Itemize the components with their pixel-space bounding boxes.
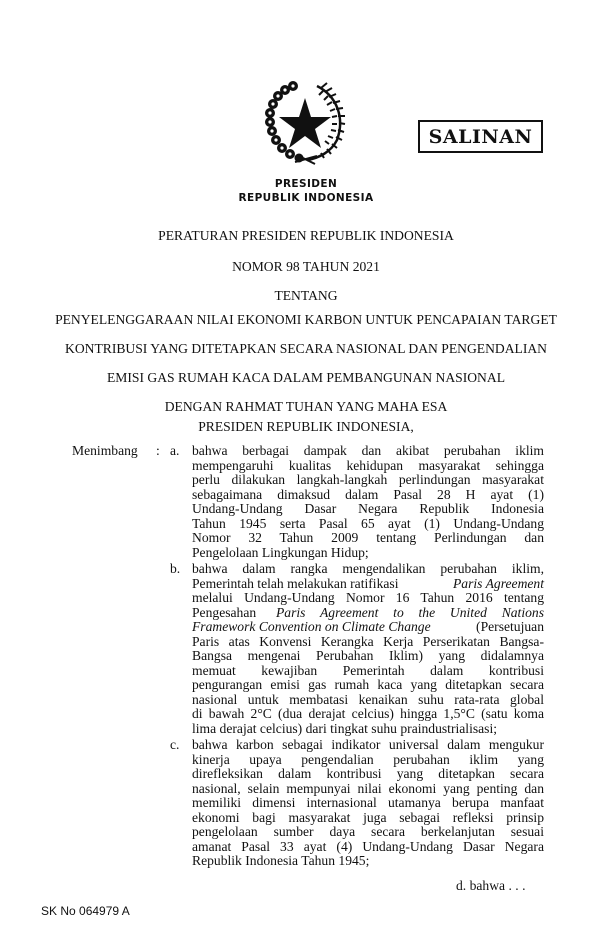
considering-colon: : (156, 443, 160, 458)
text-line: memiliki dimensi internasional utamanya berupa manfaat (192, 795, 544, 811)
considering-item-a-letter: a. (170, 443, 180, 458)
text-line: Tahun 1945 serta Pasal 65 ayat (1) Undang-Undang (192, 515, 544, 531)
considering-item-b-letter: b. (170, 561, 181, 576)
italic-term: Paris Agreement to the United Nations (276, 604, 544, 620)
text-line: bahwa berbagai dampak dan akibat perubahan iklim (192, 443, 544, 458)
text-segment: Pemerintah telah melakukan ratifikasi (192, 575, 399, 591)
text-line: perlu dilakukan langkah-langkah perlindungan masyarakat (192, 472, 544, 488)
office-title: PRESIDEN (274, 178, 338, 190)
text-line: Pengelolaan Lingkungan Hidup; (192, 544, 369, 560)
text-line (192, 606, 544, 621)
text-line: di bawah 2°C (dua derajat celcius) hingga 1,5°C (satu koma (192, 706, 544, 722)
regulation-number: NOMOR 98 TAHUN 2021 (232, 259, 380, 274)
text-line: bahwa karbon sebagai indikator universal dalam mengukur (192, 737, 544, 752)
text-line: pengurangan emisi gas rumah kaca yang ditetapkan secara (192, 677, 544, 693)
text-line: ekonomi bagi masyarakat juga sebagai refleksi prinsip (192, 809, 544, 825)
italic-term: Framework Convention on Climate Change (192, 619, 431, 635)
text-line: sebagaimana dimaksud dalam Pasal 28 H ayat (1) (192, 486, 544, 502)
page-continuation: d. bahwa . . . (456, 878, 526, 893)
text-line: direfleksikan dalam kontribusi yang ditetapkan secara (192, 766, 544, 782)
regulation-type: PERATURAN PRESIDEN REPUBLIK INDONESIA (158, 228, 454, 243)
regulation-subject-line-1: PENYELENGGARAAN NILAI EKONOMI KARBON UNTUK PENCAPAIAN TARGET (55, 312, 557, 327)
considering-item-c (192, 738, 544, 869)
italic-term: Paris Agreement (453, 575, 544, 591)
presidential-seal-icon (259, 78, 351, 168)
issuer: PRESIDEN REPUBLIK INDONESIA, (198, 419, 414, 434)
considering-item-b (192, 562, 544, 737)
text-line: nasional untuk membatasi kenaikan suhu rata-rata global (192, 691, 544, 707)
copy-stamp-label: SALINAN (428, 125, 533, 148)
text-line: mempengaruhi kualitas kehidupan masyarakat sehingga (192, 457, 544, 473)
text-line: melalui Undang-Undang Nomor 16 Tahun 2016 tentang (192, 590, 544, 606)
text-line: bahwa dalam rangka mengendalikan perubahan iklim, (192, 561, 544, 576)
regulation-subject-line-2: KONTRIBUSI YANG DITETAPKAN SECARA NASIONAL DAN PENGENDALIAN (65, 341, 547, 356)
text-line: memuat kewajiban Pemerintah dalam kontribusi (192, 662, 544, 678)
considering-item-a (192, 444, 544, 560)
text-line: Nomor 32 Tahun 2009 tentang Perlindungan dan (192, 530, 544, 546)
considering-item-c-letter: c. (170, 737, 180, 752)
text-line: lima derajat celcius) dari tingkat suhu praindustrialisasi; (192, 721, 498, 737)
text-line: Paris atas Konvensi Kerangka Kerja Perserikatan Bangsa- (192, 633, 544, 649)
text-segment: (Persetujuan (476, 619, 544, 635)
considering-label: Menimbang (72, 443, 138, 458)
office-country: REPUBLIK INDONESIA (238, 192, 374, 204)
regulation-about: TENTANG (274, 288, 338, 303)
text-line: Undang-Undang Dasar Negara Republik Indonesia (192, 501, 544, 517)
document-serial-number: SK No 064979 A (41, 904, 130, 918)
text-line (192, 577, 544, 592)
text-line: nasional, selain mempunyai nilai ekonomi yang penting dan (192, 780, 544, 796)
text-line: amanat Pasal 33 ayat (4) Undang-Undang Dasar Negara (192, 838, 544, 854)
invocation: DENGAN RAHMAT TUHAN YANG MAHA ESA (164, 399, 448, 414)
copy-stamp (418, 120, 543, 153)
text-segment: Pengesahan (192, 604, 257, 620)
regulation-subject-line-3: EMISI GAS RUMAH KACA DALAM PEMBANGUNAN NASIONAL (106, 370, 505, 385)
text-line: pengelolaan sumber daya secara berkelanjutan sesuai (192, 824, 544, 840)
text-line (192, 620, 544, 635)
text-line: Republik Indonesia Tahun 1945; (192, 853, 370, 869)
text-line: Bangsa mengenai Perubahan Iklim) yang didalamnya (192, 648, 544, 664)
text-line: kinerja upaya pengendalian perubahan iklim yang (192, 751, 544, 767)
